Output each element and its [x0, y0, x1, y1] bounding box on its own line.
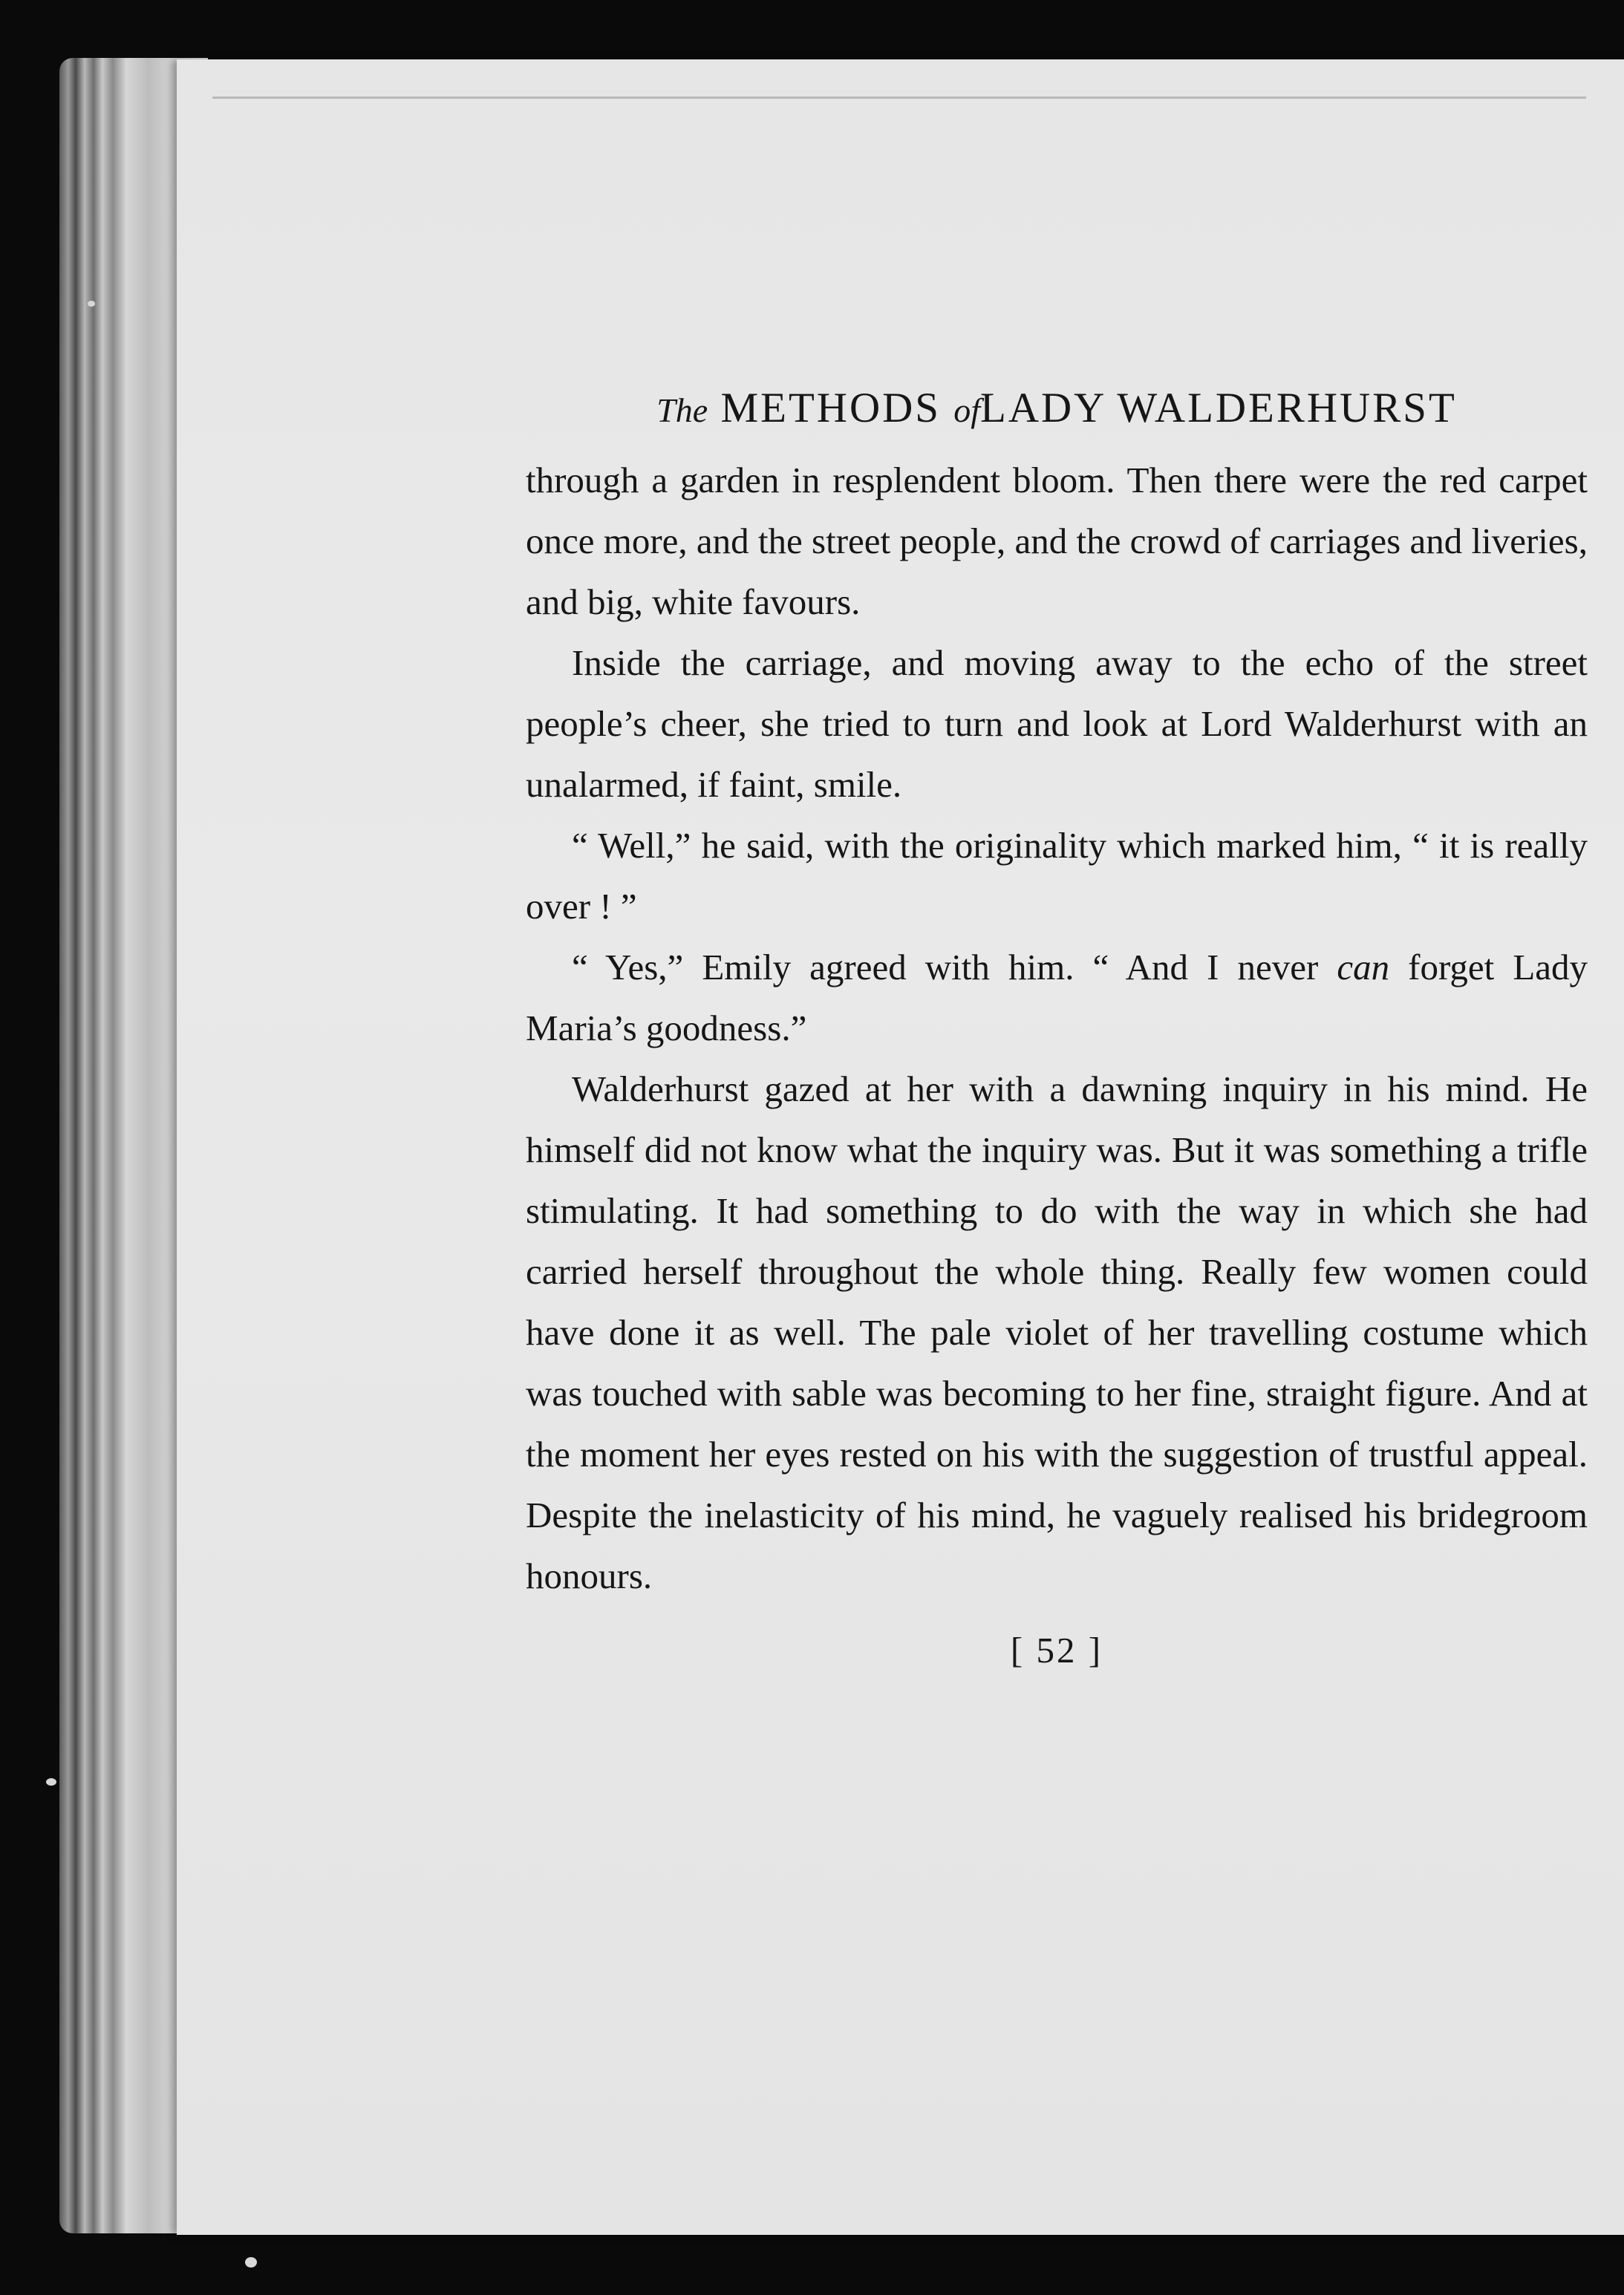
paragraph: Walderhurst gazed at her with a dawning inquiry in his mind. He himself did not know what the inquiry was. But it was something a trifle stimulating. It had something to do with the way in which she had carried herself throughout the whole thing. Really few women could have done it as well. The pale violet of her travelling costume which was touched with sable was becoming to her fine, straight figure. And at the moment her eyes rested on his with the suggestion of trustful appeal. Despite the inelasticity of his mind, he vaguely realised his bridegroom honours. [526, 1068, 1588, 1596]
running-head-lady: LADY WALDERHURST [980, 385, 1457, 431]
paragraph [526, 937, 1588, 1059]
running-head-the: The [656, 391, 708, 429]
running-head [526, 375, 1588, 444]
paragraph-text: forget Lady Maria’s goodness.” [526, 947, 1588, 1048]
dust-speck [88, 301, 95, 307]
running-head-methods: METHODS [720, 385, 941, 431]
body-text [526, 450, 1588, 1607]
dust-speck [46, 1778, 56, 1786]
page-number: [ 52 ] [1010, 1630, 1103, 1671]
paragraph-italic: can [1337, 947, 1390, 987]
text-block [526, 282, 1588, 1681]
paragraph: Inside the carriage, and moving away to the echo of the street people’s cheer, she tried to turn and look at Lord Walderhurst with an unalarmed, if faint, smile. [526, 642, 1588, 805]
paragraph-text: “ Yes,” Emily agreed with him. “ And I never [572, 947, 1337, 987]
book-page [177, 59, 1624, 2235]
dust-speck [245, 2257, 257, 2268]
running-head-of: of [953, 391, 981, 429]
paragraph: through a garden in resplendent bloom. Then there were the red carpet once more, and the street people, and the crowd of carriages and liveries, and big, white favours. [526, 460, 1588, 622]
paragraph: “ Well,” he said, with the originality which marked him, “ it is really over ! ” [526, 825, 1588, 927]
